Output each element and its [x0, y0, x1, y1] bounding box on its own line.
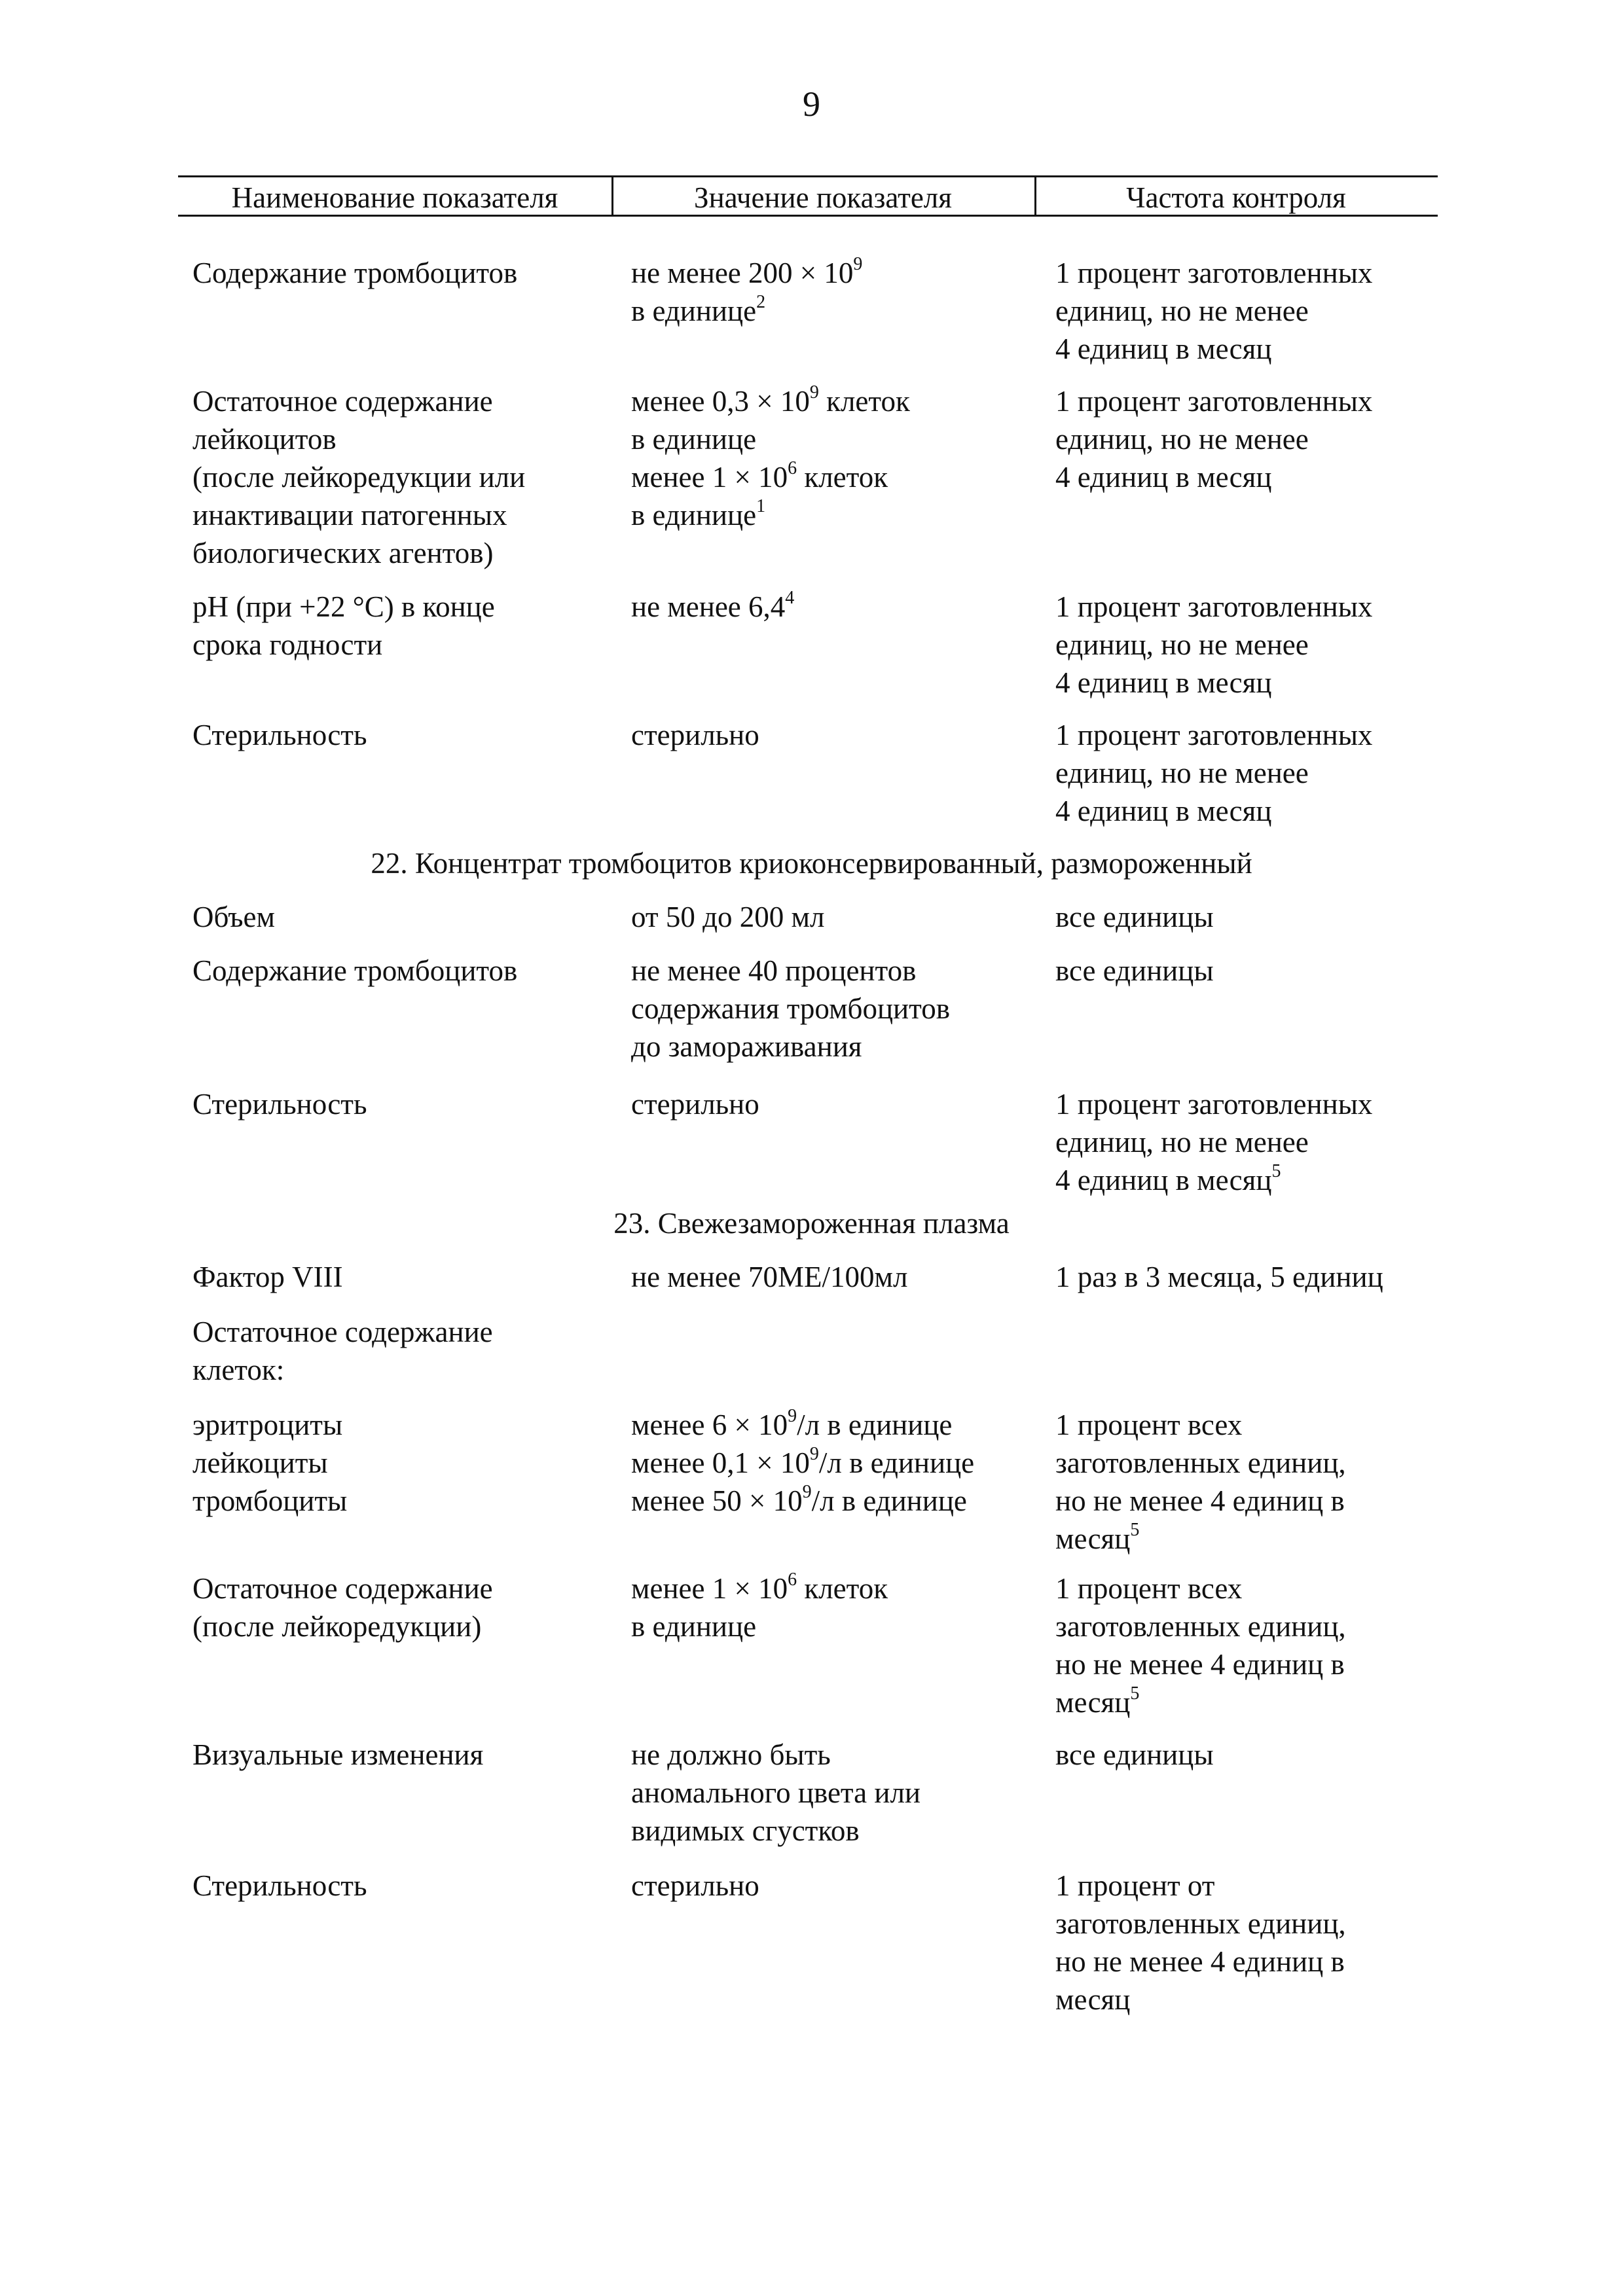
indicator-name-cell — [192, 1736, 611, 1774]
indicator-name-line: срока годности — [192, 628, 383, 661]
header-col-frequency: Частота контроля — [1126, 181, 1346, 214]
control-frequency-line: 1 процент всех — [1055, 1572, 1243, 1605]
footnote-ref: 9 — [853, 254, 863, 274]
footnote-ref: 1 — [756, 496, 766, 516]
control-frequency-line: все единицы — [1055, 1738, 1214, 1771]
indicator-value-cell — [631, 1085, 1037, 1123]
page-number: 9 — [803, 84, 820, 124]
indicator-value-line: аномального цвета или — [631, 1776, 921, 1809]
indicator-value-line: стерильно — [631, 1088, 759, 1121]
indicator-value-line: видимых сгустков — [631, 1814, 860, 1847]
indicator-name-line: Стерильность — [192, 1088, 367, 1121]
control-frequency-cell — [1055, 382, 1474, 496]
control-frequency-line: 4 единиц в месяц — [1055, 795, 1272, 827]
indicator-name-line: Фактор VIII — [192, 1261, 343, 1293]
footnote-ref: 5 — [1130, 1683, 1140, 1704]
control-frequency-line: заготовленных единиц, — [1055, 1610, 1346, 1643]
control-frequency-line: месяц$^5$ — [1055, 1683, 1140, 1719]
control-frequency-line: но не менее 4 единиц в — [1055, 1648, 1345, 1681]
control-frequency-line: 1 раз в 3 месяца, 5 единиц — [1055, 1261, 1383, 1293]
indicator-name-line: лейкоцитов — [192, 423, 337, 456]
indicator-value-cell — [631, 952, 1037, 1066]
indicator-value-line: в единице — [631, 1610, 757, 1643]
footnote-ref: 9 — [788, 1406, 797, 1426]
indicator-name-line: Стерильность — [192, 719, 367, 751]
indicator-value-line: менее $6 \times 10^9/л$ в единице — [631, 1406, 953, 1441]
indicator-value-line: менее $1 \times 10^6$ клеток — [631, 458, 888, 493]
indicator-name-line: Остаточное содержание — [192, 1316, 493, 1348]
indicator-name-line: лейкоциты — [192, 1446, 328, 1479]
indicator-value-line: менее $0,1 \times 10^9/л$ в единице — [631, 1444, 975, 1479]
control-frequency-cell — [1055, 1736, 1474, 1774]
footnote-ref: 9 — [802, 1482, 812, 1502]
indicator-value-cell — [631, 254, 1037, 330]
indicator-value-line: менее $1 \times 10^6$ клеток — [631, 1570, 888, 1605]
control-frequency-cell — [1055, 1570, 1474, 1721]
indicator-value-line: не менее $6,4^4$ — [631, 588, 795, 623]
control-frequency-line: заготовленных единиц, — [1055, 1446, 1346, 1479]
control-frequency-cell — [1055, 1258, 1474, 1296]
control-frequency-line: 4 единиц в месяц — [1055, 332, 1272, 365]
control-frequency-line: 4 единиц в месяц — [1055, 461, 1272, 493]
indicator-value-cell — [631, 1570, 1037, 1645]
control-frequency-line: все единицы — [1055, 954, 1214, 987]
indicator-name-line: Остаточное содержание — [192, 1572, 493, 1605]
header-top-rule — [178, 175, 1438, 177]
indicator-name-line: инактивации патогенных — [192, 499, 507, 531]
control-frequency-line: 1 процент заготовленных — [1055, 719, 1373, 751]
indicator-name-line: Содержание тромбоцитов — [192, 954, 518, 987]
indicator-name-line: pH (при +22 °C) в конце — [192, 590, 495, 623]
indicator-name-line: эритроциты — [192, 1408, 343, 1441]
indicator-value-line: стерильно — [631, 719, 759, 751]
control-frequency-line: но не менее 4 единиц в — [1055, 1484, 1345, 1517]
indicator-name-cell — [192, 1867, 611, 1905]
indicator-name-cell — [192, 382, 611, 572]
indicator-name-line: (после лейкоредукции) — [192, 1610, 482, 1643]
control-frequency-cell — [1055, 716, 1474, 830]
indicator-value-line: в единице$^1$ — [631, 496, 766, 531]
footnote-ref: 6 — [788, 458, 797, 478]
control-frequency-line: 1 процент заготовленных — [1055, 590, 1373, 623]
footnote-ref: 2 — [756, 292, 766, 312]
indicator-name-line: (после лейкоредукции или — [192, 461, 526, 493]
control-frequency-line: 1 процент заготовленных — [1055, 257, 1373, 289]
indicator-value-cell — [631, 1258, 1037, 1296]
control-frequency-cell — [1055, 952, 1474, 990]
header-bottom-rule — [178, 215, 1438, 217]
control-frequency-cell — [1055, 1085, 1474, 1199]
indicator-value-cell — [631, 1736, 1037, 1850]
control-frequency-line: заготовленных единиц, — [1055, 1907, 1346, 1940]
indicator-value-line: от 50 до 200 мл — [631, 901, 825, 933]
indicator-name-line: Стерильность — [192, 1869, 367, 1902]
control-frequency-line: но не менее 4 единиц в — [1055, 1945, 1345, 1978]
indicator-value-line: до замораживания — [631, 1030, 862, 1063]
indicator-name-line: Визуальные изменения — [192, 1738, 484, 1771]
indicator-value-line: стерильно — [631, 1869, 759, 1902]
indicator-name-cell — [192, 952, 611, 990]
indicator-value-cell — [631, 898, 1037, 936]
control-frequency-line: единиц, но не менее — [1055, 295, 1309, 327]
indicator-name-cell — [192, 254, 611, 292]
indicator-value-cell — [631, 716, 1037, 754]
indicator-value-cell — [631, 1406, 1037, 1520]
indicator-value-line: в единице$^2$ — [631, 292, 766, 327]
control-frequency-line: единиц, но не менее — [1055, 628, 1309, 661]
footnote-ref: 5 — [1271, 1161, 1281, 1181]
control-frequency-cell — [1055, 1406, 1474, 1558]
indicator-name-line: тромбоциты — [192, 1484, 348, 1517]
indicator-value-line: не должно быть — [631, 1738, 831, 1771]
indicator-value-cell — [631, 382, 1037, 534]
indicator-value-line: не менее 70МЕ/100мл — [631, 1261, 908, 1293]
indicator-name-line: клеток: — [192, 1354, 285, 1386]
indicator-name-cell — [192, 1570, 611, 1645]
indicator-value-line: менее $50 \times 10^9/л$ в единице — [631, 1482, 967, 1517]
header-col-value: Значение показателя — [694, 181, 952, 214]
indicator-name-cell — [192, 588, 611, 664]
control-frequency-line: 4 единиц в месяц$^5$ — [1055, 1161, 1281, 1196]
footnote-ref: 9 — [809, 382, 819, 403]
footnote-ref: 4 — [785, 588, 795, 608]
indicator-name-cell — [192, 1313, 611, 1389]
indicator-value-line: менее $0,3 \times 10^9$ клеток — [631, 382, 910, 418]
indicator-name-line: биологических агентов) — [192, 537, 494, 569]
section-heading: 23. Свежезамороженная плазма — [613, 1207, 1010, 1240]
indicator-name-line: Объем — [192, 901, 275, 933]
control-frequency-line: месяц$^5$ — [1055, 1520, 1140, 1555]
control-frequency-line: единиц, но не менее — [1055, 757, 1309, 789]
control-frequency-line: месяц — [1055, 1983, 1131, 2016]
control-frequency-cell — [1055, 588, 1474, 702]
control-frequency-cell — [1055, 1867, 1474, 2018]
footnote-ref: 5 — [1130, 1520, 1140, 1540]
control-frequency-line: все единицы — [1055, 901, 1214, 933]
indicator-name-cell — [192, 1085, 611, 1123]
indicator-value-cell — [631, 1867, 1037, 1905]
footnote-ref: 6 — [788, 1570, 797, 1590]
footnote-ref: 9 — [809, 1444, 819, 1464]
indicator-value-cell — [631, 588, 1037, 626]
indicator-value-line: в единице — [631, 423, 757, 456]
control-frequency-line: единиц, но не менее — [1055, 1126, 1309, 1158]
indicator-value-line: не менее 40 процентов — [631, 954, 917, 987]
control-frequency-line: 1 процент заготовленных — [1055, 385, 1373, 418]
indicator-value-line: не менее $200 \times 10^9$ — [631, 254, 863, 289]
control-frequency-cell — [1055, 898, 1474, 936]
control-frequency-line: 1 процент от — [1055, 1869, 1215, 1902]
control-frequency-line: 4 единиц в месяц — [1055, 666, 1272, 699]
indicator-name-cell — [192, 1258, 611, 1296]
table-header — [178, 175, 1438, 215]
section-heading: 22. Концентрат тромбоцитов криоконсервированный, размороженный — [371, 847, 1252, 880]
indicator-name-line: Содержание тромбоцитов — [192, 257, 518, 289]
control-frequency-line: 1 процент заготовленных — [1055, 1088, 1373, 1121]
indicator-name-cell — [192, 716, 611, 754]
indicator-value-line: содержания тромбоцитов — [631, 992, 950, 1025]
header-col-name: Наименование показателя — [231, 181, 558, 214]
indicator-name-cell — [192, 1406, 611, 1520]
control-frequency-cell — [1055, 254, 1474, 368]
indicator-name-cell — [192, 898, 611, 936]
indicator-name-line: Остаточное содержание — [192, 385, 493, 418]
control-frequency-line: 1 процент всех — [1055, 1408, 1243, 1441]
control-frequency-line: единиц, но не менее — [1055, 423, 1309, 456]
